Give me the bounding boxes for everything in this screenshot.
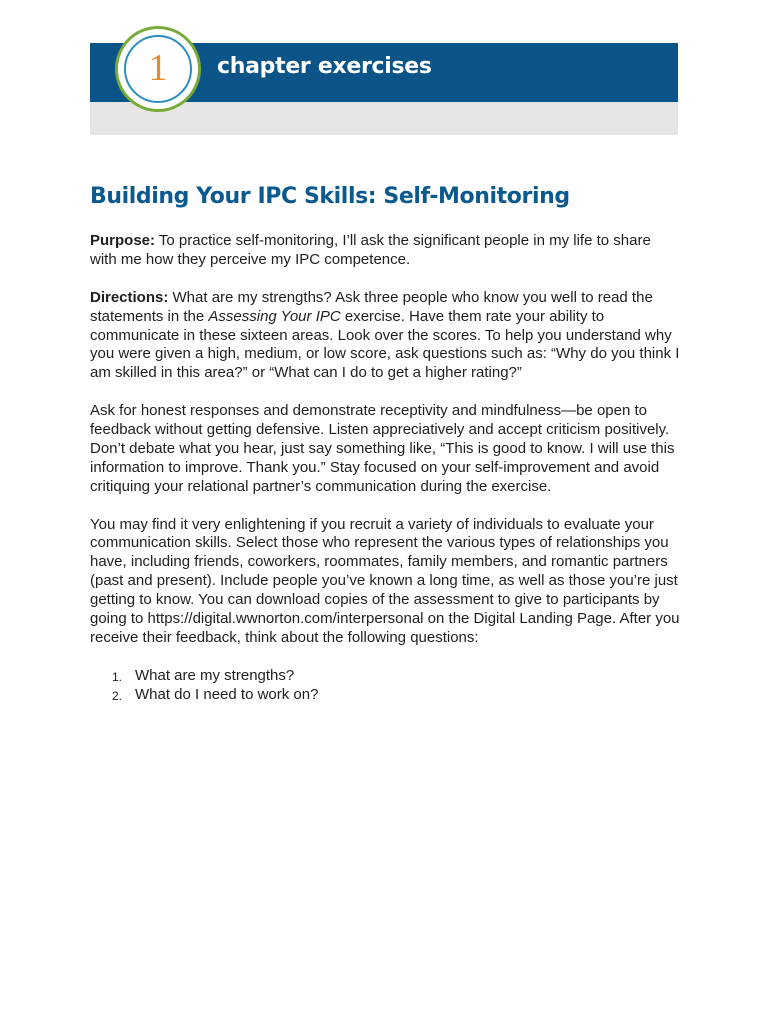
chapter-label: chapter exercises <box>217 54 432 79</box>
chapter-number-badge <box>115 26 201 112</box>
directions-paragraph <box>90 289 680 384</box>
directions-label: Directions: <box>90 288 169 306</box>
list-item-text: What do I need to work on? <box>135 685 319 703</box>
list-item-number: 2. <box>112 688 123 703</box>
variety-paragraph: You may find it very enlightening if you recruit a variety of individuals to evaluate your communication skills. Select those who represent the various types of relationships you have, including friends, coworkers, roommates, family members, and romantic partners (past and present). Include people you’ve known a long time, as well as those you’re just getting to know. You can download copies of the assessment to give to participants by going to https://digital.wwnorton.com/interpersonal on the Digital Landing Page. After you receive their feedback, think about the following questions: <box>90 515 680 646</box>
list-item <box>90 667 680 686</box>
purpose-paragraph <box>90 232 680 270</box>
list-item-number: 1. <box>112 669 123 684</box>
chapter-number-ring <box>124 35 192 103</box>
purpose-text: To practice self-monitoring, I’ll ask the significant people in my life to share with me how they perceive my IPC competence. <box>90 232 651 268</box>
feedback-paragraph: Ask for honest responses and demonstrate receptivity and mindfulness—be open to feedback without getting defensive. Listen appreciatively and accept criticism positively. Don’t debate what you hear, just say something like, “This is good to know. I will use this information to improve. Thank you.” Stay focused on your self-improvement and avoid critiquing your relational partner’s communication during the exercise. <box>90 402 675 495</box>
list-item-text: What are my strengths? <box>135 666 295 684</box>
chapter-number: 1 <box>148 47 168 89</box>
directions-text-before: What are my strengths? Ask three people who know you well to read the statements in the <box>90 288 653 325</box>
question-list <box>90 667 680 705</box>
purpose-label: Purpose: <box>90 232 156 249</box>
exercise-body <box>90 232 680 705</box>
page-title: Building Your IPC Skills: Self-Monitoring <box>90 184 570 209</box>
list-item <box>90 686 680 705</box>
directions-text-after: exercise. Have them rate your ability to communicate in these sixteen areas. Look over the scores. To help you understand why you were given a high, medium, or low score, ask questions such as: “Why do you think I am skilled in this area?” or “What can I do to get a higher rating?” <box>90 307 680 382</box>
directions-exercise-title: Assessing Your IPC <box>208 307 341 325</box>
